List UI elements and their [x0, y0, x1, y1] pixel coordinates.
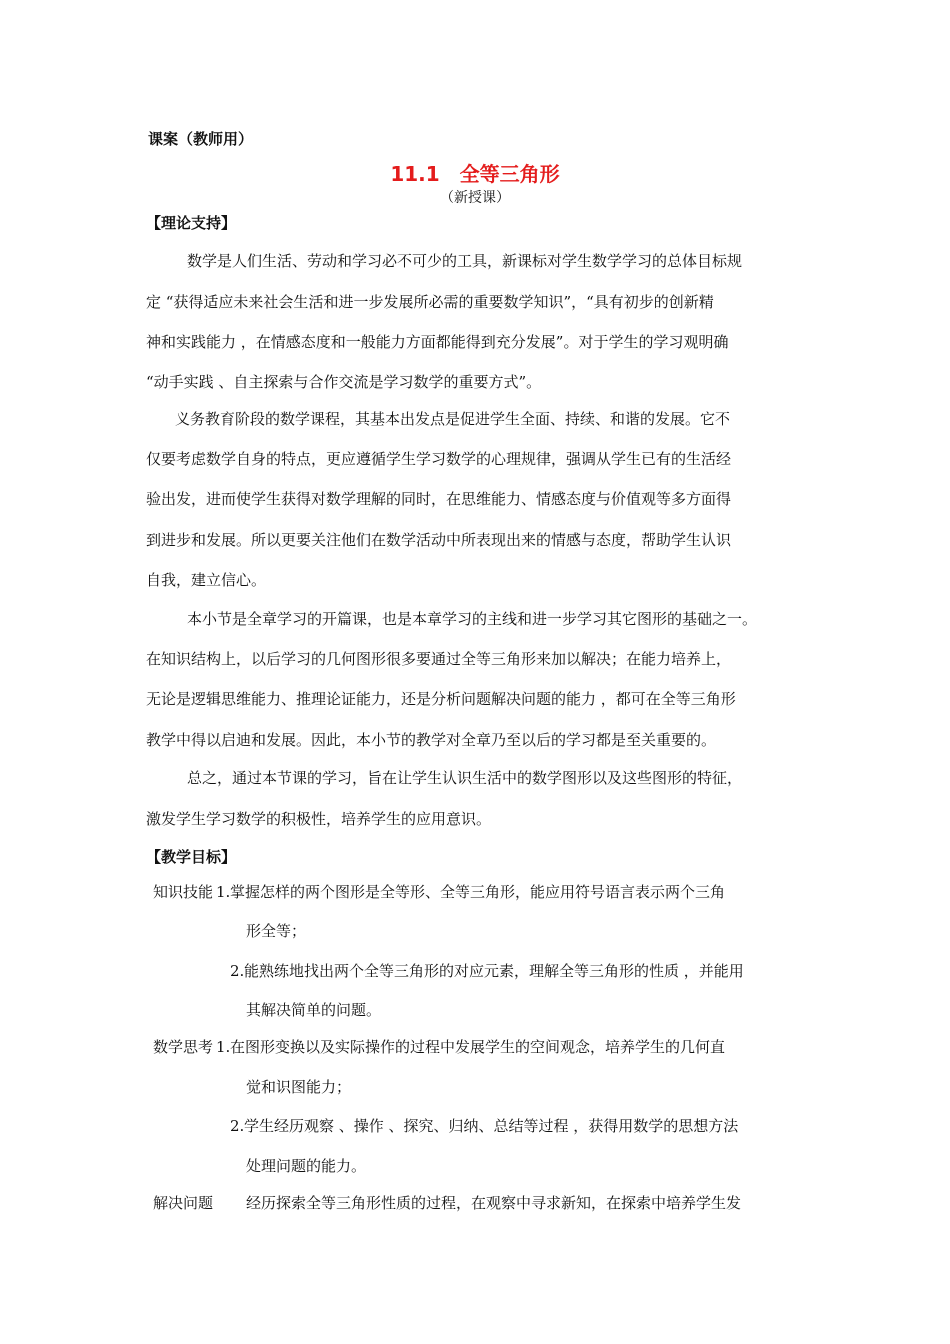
theory-line: 仅要考虑数学自身的特点，更应遵循学生学习数学的心理规律，强调从学生已有的生活经	[146, 450, 732, 468]
theory-line: 义务教育阶段的数学课程，其基本出发点是促进学生全面、持续、和谐的发展。它不	[175, 410, 731, 428]
problem-text: 经历探索全等三角形性质的过程，在观察中寻求新知，在探索中培养学生发	[246, 1194, 742, 1212]
objectives-heading: 【教学目标】	[146, 848, 237, 866]
knowledge-item1-number: 1.	[216, 883, 231, 901]
theory-line: 在知识结构上，以后学习的几何图形很多要通过全等三角形来加以解决；在能力培养上，	[146, 650, 732, 668]
theory-line: 神和实践能力 ，在情感态度和一般能力方面都能得到充分发展”。对于学生的学习观明确	[146, 333, 729, 351]
problem-label: 解决问题	[153, 1194, 214, 1212]
thinking-item1-text: 在图形变换以及实际操作的过程中发展学生的空间观念，培养学生的几何直	[230, 1038, 726, 1056]
theory-line: 定 “获得适应未来社会生活和进一步发展所必需的重要数学知识”，“具有初步的创新精	[146, 293, 714, 311]
page-subtitle: （新授课）	[440, 190, 510, 206]
knowledge-item2-number: 2.	[230, 962, 245, 980]
theory-heading: 【理论支持】	[146, 214, 237, 232]
knowledge-label: 知识技能	[153, 883, 214, 901]
thinking-item2-number: 2.	[230, 1117, 245, 1135]
theory-line: 本小节是全章学习的开篇课，也是本章学习的主线和进一步学习其它图形的基础之一。	[187, 610, 758, 628]
theory-line: 自我，建立信心。	[146, 571, 267, 589]
thinking-item1-number: 1.	[216, 1038, 231, 1056]
thinking-label: 数学思考	[153, 1038, 214, 1056]
thinking-item1-continuation: 觉和识图能力；	[246, 1078, 352, 1096]
knowledge-item1-continuation: 形全等；	[246, 922, 307, 940]
theory-line: 数学是人们生活、劳动和学习必不可少的工具，新课标对学生数学学习的总体目标规	[187, 252, 743, 270]
doc-type-header: 课案（教师用）	[148, 130, 254, 148]
theory-line: 教学中得以启迪和发展。因此，本小节的教学对全章乃至以后的学习都是至关重要的。	[146, 731, 717, 749]
theory-line: 无论是逻辑思维能力、推理论证能力，还是分析问题解决问题的能力 ，都可在全等三角形	[146, 690, 736, 708]
thinking-item2-text: 学生经历观察 、操作 、探究、归纳、总结等过程 ，获得用数学的思想方法	[244, 1117, 739, 1135]
theory-line: 总之，通过本节课的学习，旨在让学生认识生活中的数学图形以及这些图形的特征，	[187, 769, 743, 787]
theory-line: 激发学生学习数学的积极性，培养学生的应用意识。	[146, 810, 492, 828]
theory-line: 到进步和发展。所以更要关注他们在数学活动中所表现出来的情感与态度，帮助学生认识	[146, 531, 732, 549]
theory-line: “动手实践 、自主探索与合作交流是学习数学的重要方式”。	[146, 373, 542, 391]
knowledge-item2-text: 能熟练地找出两个全等三角形的对应元素，理解全等三角形的性质 ，并能用	[244, 962, 744, 980]
theory-line: 验出发，进而使学生获得对数学理解的同时，在思维能力、情感态度与价值观等多方面得	[146, 490, 732, 508]
knowledge-item1-text: 掌握怎样的两个图形是全等形、全等三角形，能应用符号语言表示两个三角	[230, 883, 726, 901]
thinking-item2-continuation: 处理问题的能力。	[246, 1157, 367, 1175]
page-title: 11.1 全等三角形	[390, 162, 560, 186]
knowledge-item2-continuation: 其解决简单的问题。	[246, 1001, 382, 1019]
